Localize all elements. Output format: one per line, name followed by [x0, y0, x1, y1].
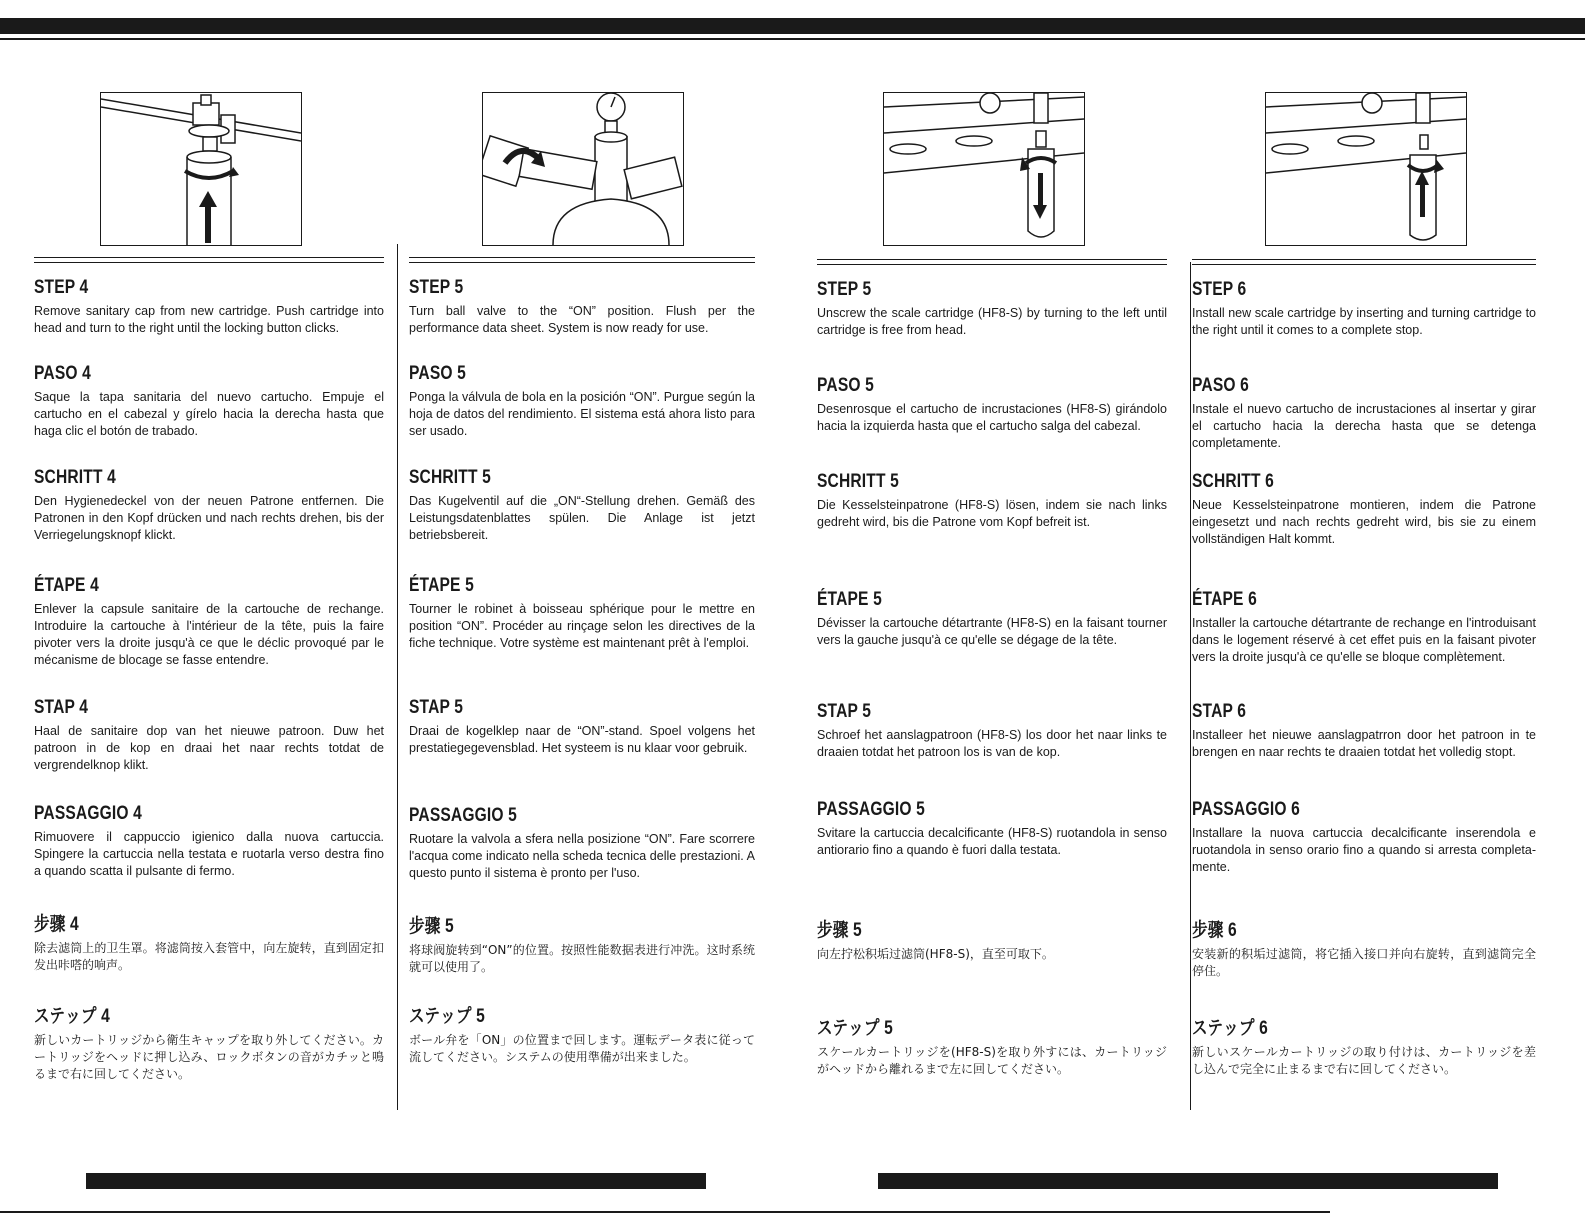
- top-border-bar: [0, 18, 1585, 34]
- step-text: Die Kesselsteinpatrone (HF8-S) lösen, indem sie nach links gedreht wird, bis die Patrone vom Kopf befreit ist.: [817, 498, 1167, 529]
- step-it: [34, 803, 384, 880]
- step-text: Den Hygienedeckel von der neuen Patrone entfernen. Die Patronen in den Kopf drücken und nach rechts drehen, bis der Verriegelungsknopf klickt.: [34, 494, 384, 542]
- step-title: SCHRITT 6: [1192, 471, 1274, 492]
- step-text: 除去滤筒上的卫生罩。将滤筒按入套管中，向左旋转，直到固定扣发出咔嗒的响声。: [34, 941, 384, 972]
- step-zh: [34, 909, 384, 974]
- step-title: ÉTAPE 4: [34, 575, 99, 596]
- step-fr: [409, 575, 755, 652]
- step-title: PASSAGGIO 5: [409, 805, 518, 826]
- step-text: Saque la tapa sanitaria del nuevo cartucho. Empuje el cartucho en el cabezal y gírelo hacia la derecha hasta que haga clic el botón de trabado.: [34, 390, 384, 438]
- step-text: Svitare la cartuccia decalcificante (HF8-S) ruotandola in senso antiorario fino a quando è fuori dalla testata.: [817, 826, 1167, 857]
- step-text: Ruotare la valvola a sfera nella posizione “ON”. Fare scorrere l'acqua come indicato nella scheda tecnica delle prestazioni. A questo punto il sistema è pronto per l'uso.: [409, 832, 755, 880]
- step-text: 新しいスケールカートリッジの取り付けは、カートリッジを差し込んで完全に止まるまで右に回してください。: [1192, 1045, 1536, 1076]
- step-text: Turn ball valve to the “ON” position. Flush per the performance data sheet. System is now ready for use.: [409, 304, 755, 335]
- step-en: [34, 277, 384, 337]
- step-en: [1192, 279, 1536, 339]
- step-text: Desenrosque el cartucho de incrustaciones (HF8-S) girándolo hacia la izquierda hasta que el cartucho salga del cabezal.: [817, 402, 1167, 433]
- illustration-step6-install-scale-cartridge: [1265, 92, 1467, 246]
- top-border-rule: [0, 38, 1585, 40]
- column-header-rule: [817, 259, 1167, 265]
- step-text: 将球阀旋转到“ON”的位置。按照性能数据表进行冲洗。这时系统就可以使用了。: [409, 943, 755, 974]
- illustration-step5-ball-valve: [482, 92, 684, 246]
- step-title: SCHRITT 5: [817, 471, 899, 492]
- bottom-bar-right: [878, 1173, 1498, 1189]
- step-text: Das Kugelventil auf die „ON“-Stellung drehen. Gemäß des Leistungsdatenblattes spülen. Die Anlage ist jetzt betriebsbereit.: [409, 494, 755, 542]
- step-title: ÉTAPE 5: [409, 575, 474, 596]
- step-text: 向左拧松积垢过滤筒(HF8-S)，直至可取下。: [817, 947, 1054, 961]
- step-nl: [34, 697, 384, 774]
- step-fr: [34, 575, 384, 669]
- step-title: STEP 6: [1192, 279, 1247, 300]
- step-title: STEP 4: [34, 277, 89, 298]
- step-title: ÉTAPE 5: [817, 589, 882, 610]
- step-title: PASO 5: [409, 363, 466, 384]
- step-text: Draai de kogelklep naar de “ON”-stand. Spoel volgens het prestatiegegevensblad. Het systeem is nu klaar voor gebruik.: [409, 724, 755, 755]
- illustration-step4-insert-cartridge: [100, 92, 302, 246]
- step-it: [409, 805, 755, 882]
- step-title: ステップ 4: [34, 1006, 110, 1027]
- step-text: Ponga la válvula de bola en la posición “ON”. Purgue según la hoja de datos del rendimiento. El sistema está ahora listo para ser usado.: [409, 390, 755, 438]
- step-es: [1192, 375, 1536, 452]
- step-title: SCHRITT 5: [409, 467, 491, 488]
- step-text: Install new scale cartridge by inserting and turning cartridge to the right until it comes to a complete stop.: [1192, 306, 1536, 337]
- step-text: スケールカートリッジを(HF8-S)を取り外すには、カートリッジがヘッドから離れるまで左に回してください。: [817, 1045, 1167, 1076]
- step-es: [34, 363, 384, 440]
- step-zh: [1192, 915, 1536, 980]
- column-divider-right: [1190, 262, 1191, 1110]
- step-it: [817, 799, 1167, 859]
- step-title: STAP 4: [34, 697, 89, 718]
- step-title: ステップ 5: [817, 1018, 893, 1039]
- step-nl: [409, 697, 755, 757]
- step-title: ステップ 5: [409, 1006, 485, 1027]
- step-title: STAP 5: [409, 697, 464, 718]
- step-text: Schroef het aanslagpatroon (HF8-S) los door het naar links te draaien totdat het patroon los is van de kop.: [817, 728, 1167, 759]
- step-ja: [817, 1013, 1167, 1078]
- step-title: STAP 6: [1192, 701, 1247, 722]
- step-en: [409, 277, 755, 337]
- step-title: PASSAGGIO 5: [817, 799, 926, 820]
- step-text: Instale el nuevo cartucho de incrustaciones al insertar y girar el cartucho hacia la derecha hasta que se detenga completamente.: [1192, 402, 1536, 450]
- step-text: Rimuovere il cappuccio igienico dalla nuova cartuccia. Spingere la cartuccia nella testata e ruotarla verso destra fino a quando scatta il pulsante di fermo.: [34, 830, 384, 878]
- step-nl: [1192, 701, 1536, 761]
- step-title: STEP 5: [817, 279, 872, 300]
- step-title: PASSAGGIO 4: [34, 803, 143, 824]
- step-zh: [409, 911, 755, 976]
- step-title: PASO 6: [1192, 375, 1249, 396]
- step-it: [1192, 799, 1536, 876]
- step-ja: [409, 1001, 755, 1066]
- step-text: Installer la cartouche détartrante de rechange en l'introduisant dans le logement réservé à cet effet puis en la faisant pivoter vers la droite jusqu'à ce qu'elle se bloque complètement.: [1192, 616, 1536, 664]
- step-text: Installare la nuova cartuccia decalcificante inserendola e ruotandola in senso orario fino a quando si arresta completa-mente.: [1192, 826, 1536, 874]
- step-fr: [1192, 589, 1536, 666]
- step-de: [34, 467, 384, 544]
- step-text: 新しいカートリッジから衛生キャップを取り外してください。カートリッジをヘッドに押し込み、ロックボタンの音がカチッと鳴るまで右に回してください。: [34, 1033, 384, 1081]
- step-es: [409, 363, 755, 440]
- illustration-step5-remove-scale-cartridge: [883, 92, 1085, 246]
- step-title: 步骤 6: [1192, 920, 1237, 941]
- step-title: SCHRITT 4: [34, 467, 116, 488]
- step-fr: [817, 589, 1167, 649]
- column-header-rule: [34, 257, 384, 263]
- step-text: Neue Kesselsteinpatrone montieren, indem die Patrone eingesetzt und nach rechts gedreht wird, bis sie zu einem vollständigen Halt kommt.: [1192, 498, 1536, 546]
- instruction-column-step4: [34, 257, 384, 1081]
- step-title: PASO 4: [34, 363, 91, 384]
- step-title: 步骤 5: [817, 920, 862, 941]
- instruction-column-step6: [1192, 259, 1536, 1076]
- step-title: STEP 5: [409, 277, 464, 298]
- step-text: Haal de sanitaire dop van het nieuwe patroon. Duw het patroon in de kop en draai het naar rechts totdat de vergrendelknop klikt.: [34, 724, 384, 772]
- step-text: Unscrew the scale cartridge (HF8-S) by turning to the left until cartridge is free from head.: [817, 306, 1167, 337]
- step-es: [817, 375, 1167, 435]
- step-title: STAP 5: [817, 701, 872, 722]
- step-text: Enlever la capsule sanitaire de la cartouche de rechange. Introduire la cartouche à l'intérieur de la tête, puis la faire pivoter vers la droite jusqu'à ce que le déclic provoqué par le mécanisme de blocage se fasse entendre.: [34, 602, 384, 667]
- step-title: 步骤 4: [34, 914, 79, 935]
- bottom-bar-left: [86, 1173, 706, 1189]
- step-title: PASSAGGIO 6: [1192, 799, 1301, 820]
- step-text: 安装新的积垢过滤筒，将它插入接口并向右旋转，直到滤筒完全停住。: [1192, 947, 1536, 978]
- step-zh: [817, 915, 1167, 963]
- step-nl: [817, 701, 1167, 761]
- step-text: Remove sanitary cap from new cartridge. Push cartridge into head and turn to the right until the locking button clicks.: [34, 304, 384, 335]
- step-text: Dévisser la cartouche détartrante (HF8-S) en la faisant tourner vers la gauche jusqu'à ce qu'elle se dégage de la tête.: [817, 616, 1167, 647]
- step-en: [817, 279, 1167, 339]
- column-header-rule: [409, 257, 755, 263]
- step-text: Installeer het nieuwe aanslagpatrron door het patroon in te brengen en naar rechts te draaien totdat het volledig stopt.: [1192, 728, 1536, 759]
- step-ja: [34, 1001, 384, 1083]
- column-header-rule: [1192, 259, 1536, 265]
- instruction-column-step5-scale: [817, 259, 1167, 1076]
- bottom-border-rule: [0, 1211, 1330, 1213]
- instruction-column-step5-valve: [409, 257, 755, 1064]
- step-title: 步骤 5: [409, 916, 454, 937]
- step-de: [1192, 471, 1536, 548]
- step-ja: [1192, 1013, 1536, 1078]
- step-de: [817, 471, 1167, 531]
- step-title: ステップ 6: [1192, 1018, 1268, 1039]
- step-de: [409, 467, 755, 544]
- step-text: Tourner le robinet à boisseau sphérique pour le mettre en position “ON”. Procéder au rinçage selon les directives de la fiche technique. Votre système est maintenant prêt à l'emploi.: [409, 602, 755, 650]
- step-title: ÉTAPE 6: [1192, 589, 1257, 610]
- step-title: PASO 5: [817, 375, 874, 396]
- step-text: ボール弁を「ON」の位置まで回します。運転データ表に従って流してください。システムの使用準備が出来ました。: [409, 1033, 755, 1064]
- column-divider-left: [397, 244, 398, 1110]
